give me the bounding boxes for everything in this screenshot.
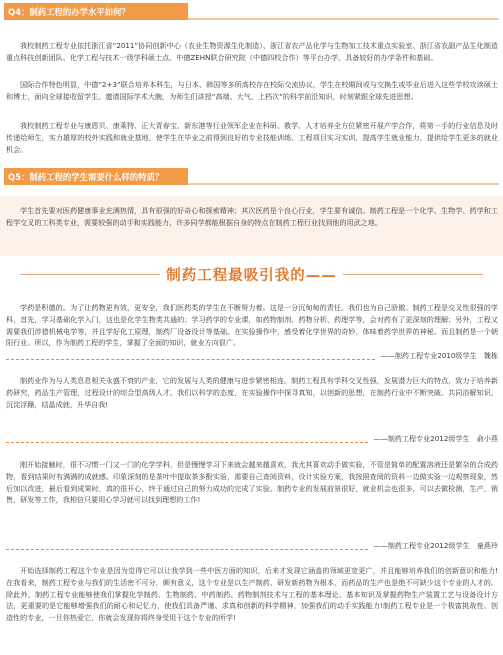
testimonial-3-signature-row [6, 540, 498, 552]
q4-title: Q4：制药工程的办学水平如何？ [8, 6, 130, 17]
section-headline: 制药工程最吸引我的—— [160, 264, 343, 285]
testimonial-3-text: 刚开始接触时，很不习惯一门又一门的化学学科，但是慢慢学习下来就会越来越喜欢，我尤其喜欢动手做实验，不管是简单的配置溶液还是繁杂的合成药物，看到结果时有满满的成就感。印象深刻的是茶叶中提取茶多酚实验，需要自己查阅资料，设计实验方案，我按照查阅的资料一边做实验一边观察现象，然后加以改进，最后看到成果时，真的很开心，终于通过自己的努力成功的完成了实验。制药专业的发展前景很好，就业机会也很多，可以去做检测，生产，销售，研发等工作，我相信只要用心学习就可以找到理想的工作! [6, 460, 498, 505]
q4-title-rule [188, 18, 499, 20]
headline-container [0, 263, 503, 285]
testimonial-1-signature: ——制药工程专业2010级学生 魏栋 [380, 351, 498, 360]
dashed-divider [6, 543, 368, 550]
testimonial-3-signature: ——制药工程专业2012级学生 童燕玲 [373, 541, 498, 550]
testimonial-4-text: 开始选择制药工程这个专业是因为觉得它可以让我学到一些中医方面的知识，后来才发现它涵盖的领域更宽更广，并且能够培养我们的创新意识和能力!在我看来，制药工程专业与我们的生活密不可分，颇有意义，这个专业是以生产制药、研发新药物为根本，而药品的生产也是绝不可缺少这个专业的人才的。除此外，制药工程专业能够使我们掌握化学制药、生物制药、中药制药、药物制剂技术与工程的基本理论、基本知识及掌握药物生产装置工艺与设备设计方法，更重要的是它能够增强我们的耐心和记忆力，使我们具备严谨、求真和创新的科学精神，加强我们的动手实践能力!制药工程专业是一个极富挑战性、创造性的专业，一旦你热爱它，你就会发现你将终身受用于这个专业的所学! [6, 566, 498, 623]
q4-paragraph-3: 我校制药工程专业与康恩贝、康莱特、正大青春宝、新东港等行业领军企业在科研、教学、人才培养全方位紧密开展产学合作，将第一手的行业信息及时传递给师生，实力雄厚的校外实践和就业基地，使学生在毕业之前得到良好的专业技能训练、工程项目实习实训，提高学生就业能力，提供给学生更多的就业机会。 [6, 121, 498, 154]
q5-title: Q5：制药工程的学生需要什么样的特质？ [8, 171, 164, 182]
testimonial-2-text: 制药业作为与人类息息相关永盛不衰的产业，它的发展与人类的健康与进步紧密相连。制药工程具有学科交叉性强，发展潜力巨大的特点，致力于培养新药研究，药品生产管理，过程设计的综合型高级人才。我们以科学的态度，在实验操作中探寻真知，以创新的思想，在制药行业中不断突破。共同浴解知识，沉淀浮躁，结晶成就，升华自我! [6, 376, 498, 409]
q4-title-bar [4, 3, 188, 20]
q4-paragraph-1: 我校制药工程专业依托浙江省“2011”协同创新中心（农业生物资源生化制造）、浙江省农产品化学与生物加工技术重点实验室、浙江省农副产品生化制造重点科技创新团队、化学工程与技术一级学科硕士点、中德ZEHN联合研究院（中德四校合作）等平台办学，具备较好的办学条件和基础。 [6, 41, 498, 62]
testimonial-1-text: 学药是积德的。为了让药物更有效，更安全，我们医药类的学生在不断努力着。这是一分沉甸甸的责任，我们也为自己骄傲。制药工程是交叉性很强的学科，首先，学习基础化学入门，这也是化学生物类共通的；学习药学的专业课，如药物制剂、药物分析、药理学等，会对药有了更深刻的理解；另外，工程又需要我们涉猎机械电学等，并且学好化工原理，制药厂设备设计等基础。在实验操作中，感受着化学世界的奇妙，体味着药学世界的神秘。而且制药是一个朝阳行业。所以，作为制药工程的学生，掌握了全面的知识，就业方向很广。 [6, 303, 498, 348]
testimonial-2-signature: ——制药工程专业2012级学生 俞小燕 [373, 434, 498, 443]
q4-paragraph-2: 国际合作特色明显，中德“2+3”联合培养本科生，与日本、韩国等多所高校存在校际交流协议，学生在校期间或与交换生或毕业后进入这些学校攻读硕士和博士，面向全球接收留学生。邀请国际学术大腕，为师生们讲授“高端、大气、上档次”的科学前沿知识，时刻紧跟全球先进思想。 [6, 80, 498, 101]
testimonial-2-signature-row [6, 433, 498, 445]
dashed-divider [6, 353, 375, 360]
q5-title-rule [188, 183, 499, 185]
q5-paragraph: 学生首先要对医药健康事业充满热情，具有很强的好奇心和探索精神；其次医药是个良心行业，学生要有诚信。制药工程是一个化学、生物学、药学和工程学交叉的工科类专业，需要较强的动手和实践能力，许多同学都能根据自身的特点在制药工程行业找到他的用武之地。 [6, 206, 498, 227]
q5-title-bar [4, 168, 188, 185]
dashed-divider [6, 436, 368, 443]
testimonial-1-signature-row [6, 350, 498, 362]
